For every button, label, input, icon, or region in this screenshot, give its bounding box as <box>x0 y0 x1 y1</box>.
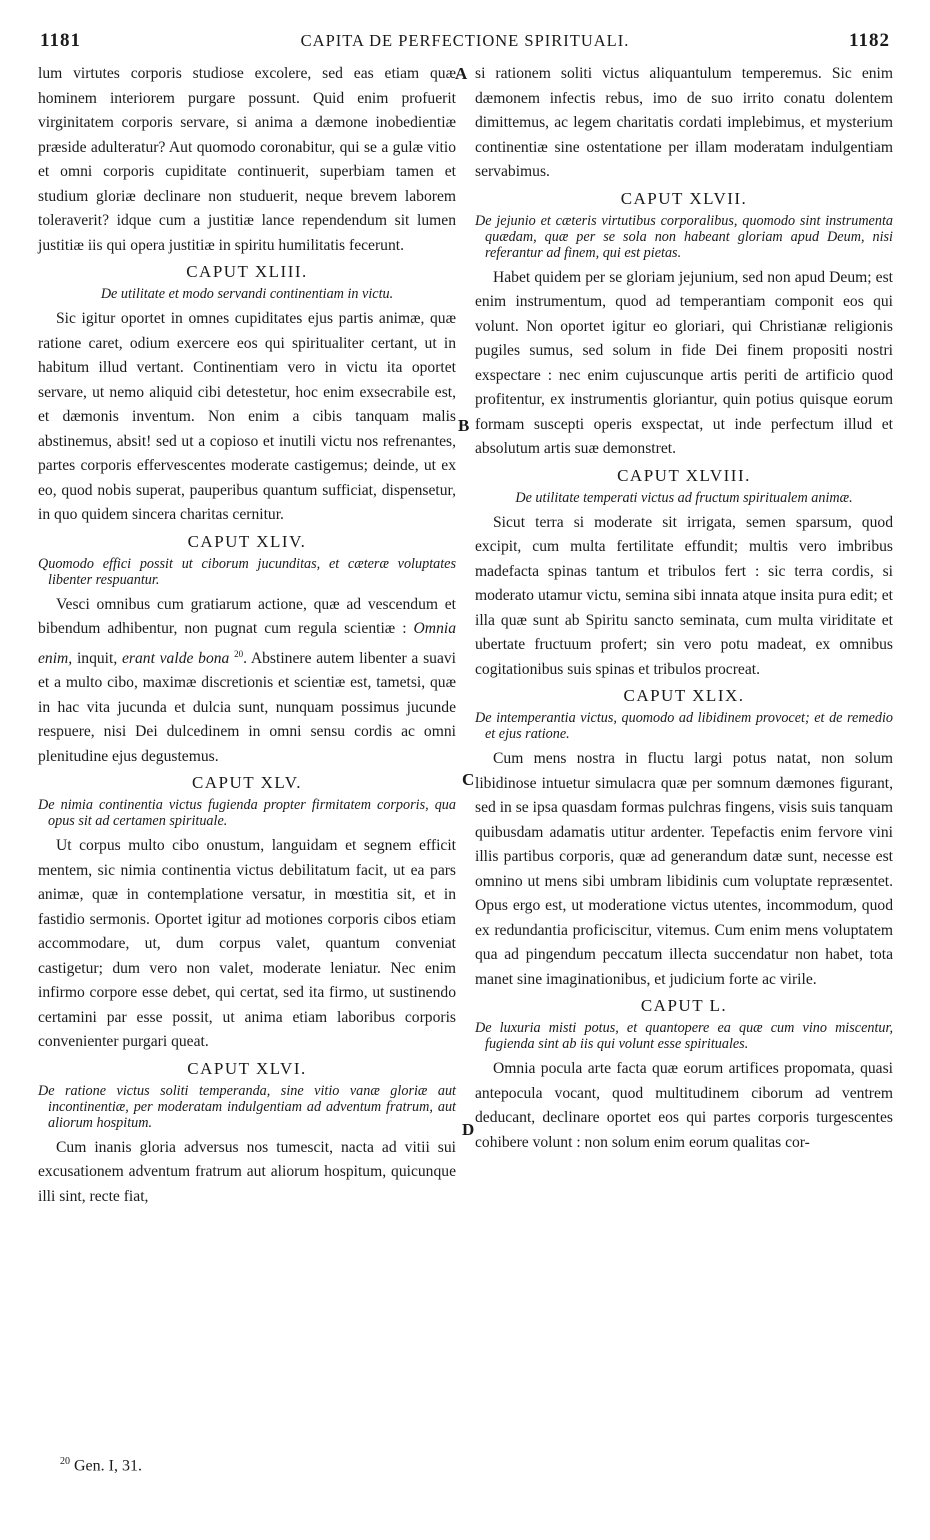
chapter-heading: CAPUT L. <box>640 996 728 1015</box>
left-column <box>38 62 456 1209</box>
paragraph: Cum mens nostra in fluctu largi potus natat, non solum libidinose intuetur simulacra quæ per somnum dæmones figurant, sed in se ipsa quasdam formas pulchras fingens, visis suis tanquam quibusdam adamatis utitur ardenter. Tepefactis enim fervore vini illis partibus corporis, quæ ad generandum datæ sunt, necesse est omnino ut mens sibi umbram libidinis cum voluptate repræsentet. Opus ergo est, ut moderatione victus utentes, incommodum, quod ex redundantia proficiscitur, vitemus. Cum enim mens voluptatem qua ad pingendum peccatum illecta succendatur non habet, tota manet sine imaginationibus, et judicium forte ac virile. <box>475 750 893 988</box>
chapter-heading: CAPUT XLIII. <box>186 262 308 281</box>
chapter-heading: CAPUT XLVII. <box>620 188 748 208</box>
chapter-summary: De ratione victus soliti temperanda, sine vitio vanæ gloriæ aut incontinentiæ, per moderatam indulgentiam ad adventum fratrum, aut aliorum hospitum. <box>38 1082 456 1131</box>
paragraph: Habet quidem per se gloriam jejunium, sed non apud Deum; est enim instrumentum, quod ad temperantiam componit eos qui volunt. Non oportet igitur eo gloriari, qui Christianæ religionis pugiles sumus, sed solum in fide Dei finem propositi nostri exspectare : nec enim cujuscunque artis periti de artificio quod profitentur, ex instrumentis gloriantur, quin potius quisque eorum formam suscepti operis exspectat, ut inde perfectum illud et absolutum artis suæ demonstret. <box>475 268 893 457</box>
footnote-text: Gen. I, 31. <box>70 1457 142 1475</box>
margin-marker-c: C <box>462 770 475 789</box>
scripture-quote: erant valde bona <box>121 649 230 667</box>
paragraph: lum virtutes corporis studiose excolere, sed eas etiam quæ hominem interiorem purgare possunt. Quid enim profuerit virginitatem corporis servare, si anima a dæmone inobedientiæ præside adulteratur? Aut quomodo coronabitur, qui se a gulæ vitio et omni corporis cupiditate continuerit, superbiam tamen et studium gloriæ declinare non studuerit, neque brevem laborem toleraverit? idque cum a justitiæ lance rependendum sit lumen justitiæ iis qui opera justitiæ in spiritu humilitatis fecerunt. <box>38 65 456 254</box>
chapter-summary: De nimia continentia victus fugienda propter firmitatem corporis, qua opus sit ad certamen spirituale. <box>38 797 456 830</box>
chapter-heading: CAPUT XLVIII. <box>617 465 751 485</box>
chapter-heading: CAPUT XLIV. <box>187 531 307 551</box>
running-title: CAPITA DE PERFECTIONE SPIRITUALI. <box>300 31 630 50</box>
margin-marker-d: D <box>462 1120 475 1139</box>
chapter-summary: De luxuria misti potus, et quantopere ea quæ cum vino miscentur, fugienda sint ab iis qui volunt esse spirituales. <box>475 1020 893 1052</box>
chapter-summary: De jejunio et cæteris virtutibus corporalibus, quomodo sint instrumenta quædam, quæ per se sola non habeant gloriam apud Deum, nisi referantur ad finem, qui est pietas. <box>475 212 893 261</box>
right-column <box>475 62 893 1155</box>
margin-marker-b: B <box>458 416 470 435</box>
chapter-summary: De utilitate et modo servandi continentiam in victu. <box>100 286 394 302</box>
page-number-left: 1181 <box>40 30 81 51</box>
scripture-quote: Omnia enim, <box>38 620 456 667</box>
text-run: Vesci omnibus cum gratiarum actione, quæ ad vescendum et bibendum adhibentur, non pugnat cum regula scientiæ : <box>38 595 456 637</box>
chapter-summary: Quomodo effici possit ut ciborum jucunditas, et cæteræ voluptates libenter respuantur. <box>38 555 456 588</box>
paragraph: Ut corpus multo cibo onustum, languidam et segnem efficit mentem, sic nimia continentia victus debilitatum facit, ut ea pars animæ, quæ in contemplatione versatur, in mœstitia sit, et in fastidio sermonis. Oportet igitur ad motiones corporis cibos etiam accommodare, ut, dum corpus valet, quantum conveniat castigetur; dum vero non valet, moderate leniatur. Nec enim infirmo corpore esse debet, qui certat, sed ita firmo, ut sustinendo certamini par esse possit, ut anima etiam laboribus corporis convenienter purgari queat. <box>38 837 456 1051</box>
paragraph: si rationem soliti victus aliquantulum temperemus. Sic enim dæmonem infectis rebus, imo de suo irrito conatu dolentem dimittemus, ac legem charitatis cordati implebimus, et mysterium continentiæ sine ostentatione per illam moderatam indulgentiam servabimus. <box>475 65 893 180</box>
margin-marker-a: A <box>455 64 468 83</box>
footnote <box>60 1456 142 1475</box>
paragraph: Sicut terra si moderate sit irrigata, semen sparsum, quod excipit, cum multa fertilitate effundit; multis vero imbribus madefacta spinas tantum et tribulos fert : sic terra cordis, si moderato utamur victu, semina sibi innata atque insita pura edit; et illa quæ sunt ab Spiritu sancto seminata, cum multa viriditate et ubertate fructuum profert; sin vero potu madeat, ex omnibus cogitationibus suis spinas et tribulos procreat. <box>475 513 893 678</box>
paragraph: Cum inanis gloria adversus nos tumescit, nacta ad vitii sui excusationem adventum fratrum aut aliorum hospitum, quicunque illi sint, recte fiat, <box>38 1138 456 1205</box>
footnote-number: 20 <box>60 1456 70 1467</box>
page-number-right: 1182 <box>849 30 890 51</box>
text-run: . Abstinere autem libenter a suavi et a multo cibo, maximæ discretionis et scientiæ est, tametsi, quæ in hac vita jucunda et dulcia sunt, nunquam possimus jucunde respuere, nisi Dei dulcedinem in omni sensu cordis ac omni plenitudine ejus degustemus. <box>38 649 457 765</box>
paragraph: Omnia pocula arte facta quæ eorum artifices propomata, quasi antepocula vocant, quod multitudinem ciborum ad ventrem deducant, declinare oportet eos qui partes corporis turgescentes cohibere volunt : non solum enim eorum qualitas cor- <box>475 1060 893 1151</box>
text-run: inquit, <box>72 649 122 667</box>
running-header <box>0 30 930 54</box>
footnote-reference: 20 <box>234 648 244 659</box>
chapter-summary: De intemperantia victus, quomodo ad libidinem provocet; et de remedio et ejus ratione. <box>475 710 893 742</box>
paragraph <box>38 593 456 770</box>
chapter-summary: De utilitate temperati victus ad fructum spiritualem animæ. <box>515 489 853 506</box>
chapter-heading: CAPUT XLIX. <box>623 686 745 705</box>
paragraph: Sic igitur oportet in omnes cupiditates ejus partis animæ, quæ ratione caret, odium exercere eos qui spiritualiter certant, ut in habitum illud vertant. Continentiam vero in victu ita oportet servare, ut nemo aliquid cibi detestetur, hoc enim exsecrabile est, et dæmonis inventum. Non enim a cibis tanquam malis abstinemus, absit! sed ut a copioso et inutili victu nos refrenantes, partes corporis effervescentes moderate castigemus; deinde, ut ex eo, quod nobis superat, pauperibus quantum sufficiat, dispensetur, in quo quidem sincera charitas cernitur. <box>38 310 456 523</box>
chapter-heading: CAPUT XLVI. <box>187 1058 307 1078</box>
chapter-heading: CAPUT XLV. <box>191 773 303 793</box>
